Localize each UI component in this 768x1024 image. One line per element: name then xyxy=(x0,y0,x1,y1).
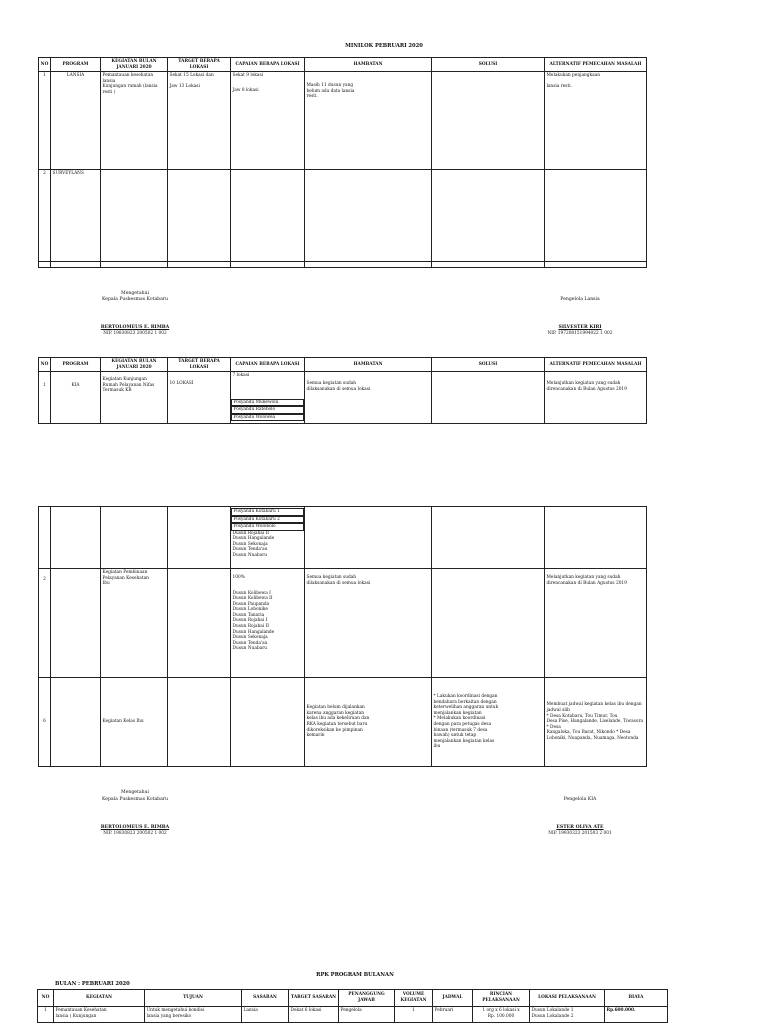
row-lokasi xyxy=(530,1007,605,1023)
cell-line: ibu xyxy=(433,744,441,750)
row-kegiatan: Kegiatan Kelas Ibu xyxy=(101,678,168,767)
cell-line: Melanjutkan kegiatan yang sudah xyxy=(546,381,621,387)
dusun-item: Dusun Paupanda xyxy=(232,601,270,607)
header-hambatan: HAMBATAN xyxy=(305,358,432,372)
cell-line: * Desa xyxy=(546,724,561,730)
cell-line: Pemantauan Kesehatan xyxy=(55,1008,107,1013)
header-kegiatan: KEGIATAN BULAN JANUARI 2020 xyxy=(101,358,168,372)
mengetahui-label: Mengetahui xyxy=(120,790,149,795)
cell-line: binaan (termasuk 7 desa xyxy=(433,727,488,733)
posyandu-item: Posyandu Ratebolo xyxy=(231,406,304,414)
cell-line: dilaksanakan di semua lokasi xyxy=(306,580,371,586)
cell-line: belum ada data lansia xyxy=(306,88,355,94)
header-no: NO xyxy=(39,58,51,72)
row-target xyxy=(168,569,231,678)
row-solusi xyxy=(432,72,545,170)
empty-cell xyxy=(168,262,231,268)
cell-line: Semua kegiatan sudah xyxy=(306,575,357,580)
minilok-lansia-table xyxy=(38,57,647,268)
empty-cell xyxy=(305,262,432,268)
table-row xyxy=(39,262,647,268)
table-row xyxy=(39,72,647,170)
signer-nip-left: NIP. 19830823 200502 1 002 xyxy=(103,331,167,336)
empty-cell xyxy=(39,507,51,569)
dusun-item: Dusun Nuabaru xyxy=(232,553,268,559)
signer-name-right: SILVESTER KIRI xyxy=(558,325,602,330)
row-program xyxy=(51,569,101,678)
header-no: NO xyxy=(39,358,51,372)
empty-cell xyxy=(101,507,168,569)
cell-line: Ibu xyxy=(102,581,110,587)
dusun-item: Dusun Hangalande xyxy=(232,536,275,542)
header-target: TARGET BERAPA LOKASI xyxy=(168,358,231,372)
cell-line: Kegiatan Kunjungan xyxy=(102,377,147,383)
cell-line: menjalankan kegiatan kelas xyxy=(433,738,495,744)
cell-line: direncanakan di Bulan Agustus 2019 xyxy=(546,386,627,392)
empty-cell xyxy=(305,170,432,262)
header-biaya: BIAYA xyxy=(605,990,668,1007)
cell-line: lansia ( Kunjungan xyxy=(55,1013,97,1019)
cell-line: Loboniki, Nuapanda, Nuamaga, Neotonda xyxy=(546,735,639,741)
cell-line: Pelayanan Kesehatan xyxy=(102,575,149,581)
kepala-label: Kepala Puskesmas Kotabaru xyxy=(101,797,169,802)
row-alternatif xyxy=(545,72,647,170)
cell-line: Kegiatan Pembinaan xyxy=(102,570,148,575)
signer-nip-left: NIP. 19830823 200502 1 002 xyxy=(103,831,167,836)
empty-cell xyxy=(545,507,647,569)
empty-cell xyxy=(305,507,432,569)
empty-cell xyxy=(545,262,647,268)
row-capaian xyxy=(231,507,305,569)
empty-cell xyxy=(39,262,51,268)
empty-cell xyxy=(51,262,101,268)
row-program xyxy=(51,372,101,424)
header-hambatan: HAMBATAN xyxy=(305,58,432,72)
row-hambatan xyxy=(305,72,432,170)
table-row xyxy=(39,372,647,424)
header-lokasi: LOKASI PELAKSANAAN xyxy=(530,990,605,1007)
header-capaian: CAPAIAN BERAPA LOKASI xyxy=(231,358,305,372)
dusun-item: Dusun Hangalande xyxy=(232,629,275,635)
cell-line: Membuat jadwal kegiatan kelas ibu dengan xyxy=(546,702,642,708)
dusun-item: Dusun Rojahai II xyxy=(232,624,269,630)
cell-line: Untuk mengetahui kondisi xyxy=(146,1008,205,1013)
header-solusi: SOLUSI xyxy=(432,58,545,72)
row-no: 1 xyxy=(39,72,51,170)
dusun-item: Dusun Nuabaru xyxy=(232,646,268,652)
row-capaian xyxy=(231,72,305,170)
cell-line: Masih 11 dusun yang xyxy=(306,83,354,89)
minilok-kia-table xyxy=(38,357,647,424)
header-program: PROGRAM xyxy=(51,58,101,72)
cell-line: Desa Pise, Hangalande, Liselande, Tiwasora xyxy=(546,719,644,725)
row-hambatan xyxy=(305,372,432,424)
row-kegiatan xyxy=(54,1007,145,1023)
cell-line: dilaksanakan di semua lokasi xyxy=(306,386,371,392)
row-solusi xyxy=(432,569,545,678)
empty-cell xyxy=(101,170,168,262)
header-jadwal: JADWAL xyxy=(433,990,473,1007)
row-hambatan xyxy=(305,569,432,678)
cell-line: keterwelihan anggaran untuk xyxy=(433,705,499,711)
rpk-title: RPK PROGRAM BULANAN xyxy=(316,972,394,978)
cell-line: lansia yang beresiko xyxy=(146,1013,192,1019)
row-no: 1 xyxy=(38,1007,54,1023)
cell-line: menjalankan kegiatan xyxy=(433,710,482,716)
posyandu-item: Posyandu Wolowea xyxy=(231,414,304,422)
cell-line: Rangaloka, Tou Barat, Nikondo * Desa xyxy=(546,730,631,736)
row-program xyxy=(51,678,101,767)
posyandu-item: Posyandu Wolobolo xyxy=(231,523,304,531)
row-kegiatan xyxy=(101,569,168,678)
header-rincian: RINCIAN PELAKSANAAN xyxy=(473,990,530,1007)
row-no: 6 xyxy=(39,678,51,767)
cell-line: * Melakukan koordinasi xyxy=(433,716,486,722)
header-target: TARGET BERAPA LOKASI xyxy=(168,58,231,72)
row-alternatif xyxy=(545,372,647,424)
empty-cell xyxy=(231,262,305,268)
table-row xyxy=(39,569,647,678)
posyandu-item: Posyandu Mukewolu xyxy=(231,399,304,407)
header-program: PROGRAM xyxy=(51,358,101,372)
signer-nip-right: NIP. 197208151994022 1 002 xyxy=(547,331,613,336)
row-jadwal: Pebruari xyxy=(433,1007,473,1023)
pengelola-label: Pengelola Lansia xyxy=(560,297,600,302)
signer-nip-right: NIP. 19930323 201503 2 001 xyxy=(548,831,612,836)
dusun-item: Dusun Tanaria xyxy=(232,612,265,618)
row-capaian xyxy=(231,569,305,678)
dusun-item: Dusun Kolibewa I xyxy=(232,590,271,596)
cell-line: RKA kegiatan tersebut baru xyxy=(306,722,368,727)
cell-line: Dusun Lokalande 2 xyxy=(531,1013,574,1019)
dusun-item: Dusun Kolibewa II xyxy=(232,596,273,602)
row-target xyxy=(168,678,231,767)
dusun-item: Dusun Rojahai II xyxy=(232,530,269,536)
cell-line: Sekat 15 Lokasi dan xyxy=(169,73,214,79)
cell-line: Kegiatan belum dijalankan xyxy=(306,705,365,711)
cell-line: Melakukan penjangkaan xyxy=(546,73,601,79)
cell-line: * Lakukan koordinasi dengan xyxy=(433,694,498,700)
cell-line: Jaw 8 lokasi xyxy=(232,87,259,93)
cell-line: 10 LOKASI xyxy=(169,381,194,387)
kepala-label: Kepala Puskesmas Kotabaru xyxy=(101,297,169,302)
cell-line: resti. xyxy=(306,94,318,100)
cell-line: Sekat 9 lokasi xyxy=(232,73,264,79)
row-alternatif xyxy=(545,569,647,678)
dusun-item: Dusun Sekonaja xyxy=(232,541,268,547)
header-volume: VOLUME KEGIATAN xyxy=(395,990,433,1007)
cell-line: Melanjutkan kegiatan yang sudah xyxy=(546,575,621,580)
posyandu-item: Posyandu Kotabaru 2 xyxy=(231,516,304,524)
cell-line: 100% xyxy=(232,575,245,580)
dusun-item: Dusun Tenda'au xyxy=(232,547,268,553)
empty-cell xyxy=(432,170,545,262)
header-tujuan: TUJUAN xyxy=(145,990,242,1007)
cell-line: bawah) untuk tetap xyxy=(433,733,477,739)
mengetahui-label: Mengetahui xyxy=(120,291,149,296)
cell-line: * Desa Kotabaru, Tou Timur, Tou xyxy=(546,713,618,719)
cell-line: Dusun Lokalande 1 xyxy=(531,1008,574,1013)
empty-cell xyxy=(101,262,168,268)
row-kegiatan xyxy=(101,372,168,424)
cell-line: 1 xyxy=(43,383,46,389)
cell-line: kemarin xyxy=(306,733,325,739)
dusun-item: Dusun Sekonaja xyxy=(232,635,268,641)
row-rincian xyxy=(473,1007,530,1023)
posyandu-item: Posyandu Kotabaru 1 xyxy=(231,508,304,516)
cell-line: bendahara berkaitan dengan xyxy=(433,699,497,705)
header-no: NO xyxy=(38,990,54,1007)
row-sasaran: Lansia xyxy=(242,1007,289,1023)
cell-line: dengan para petugas desa xyxy=(433,722,492,727)
minilok-kia-table-continued xyxy=(38,506,647,767)
header-solusi: SOLUSI xyxy=(432,358,545,372)
cell-line: direncanakan di Bulan Agustus 2019 xyxy=(546,580,627,586)
cell-line: Jaw 13 Lokasi xyxy=(169,83,200,89)
cell-line: Kunjungan rumah (lansia resti ) xyxy=(102,84,158,95)
row-solusi xyxy=(432,678,545,767)
table-row xyxy=(39,678,647,767)
row-program: LANSIA xyxy=(51,72,101,170)
table-row xyxy=(38,1007,668,1023)
header-sasaran: SASARAN xyxy=(242,990,289,1007)
empty-cell xyxy=(432,507,545,569)
cell-line: jadwal slib xyxy=(546,708,570,714)
row-tujuan xyxy=(145,1007,242,1023)
dusun-item: Dusun Lobonike xyxy=(232,607,268,613)
row-volume: 1 xyxy=(395,1007,433,1023)
header-alternatif: ALTERNATIF PEMECAHAN MASALAH xyxy=(545,58,647,72)
rpk-month: BULAN : PEBRUARI 2020 xyxy=(55,981,130,987)
empty-cell xyxy=(51,507,101,569)
table-row xyxy=(39,170,647,262)
dusun-item: Dusun Rojahai I xyxy=(232,618,268,624)
row-no xyxy=(39,372,51,424)
cell-line: Pemantauan kesehatan lansia xyxy=(102,73,154,84)
header-target-sasaran: TARGET SASARAN xyxy=(289,990,339,1007)
row-hambatan xyxy=(305,678,432,767)
table-header-row xyxy=(39,58,647,72)
row-penanggung-jawab: Pengelola xyxy=(339,1007,395,1023)
cell-line: KIA xyxy=(71,383,80,389)
header-kegiatan: KEGIATAN xyxy=(54,990,145,1007)
dusun-item: Dusun Tenda'au xyxy=(232,640,268,646)
cell-line: 7 lokasi xyxy=(232,373,250,379)
cell-line: 1 org x 6 lokasi x xyxy=(482,1008,520,1013)
row-program: SURVEYLANS xyxy=(51,170,101,262)
row-target-sasaran: Dekat 6 lokasi xyxy=(289,1007,339,1023)
cell-line: Rumah Pelayanan Nifas xyxy=(102,382,155,388)
row-alternatif xyxy=(545,678,647,767)
header-capaian: CAPAIAN BERAPA LOKASI xyxy=(231,58,305,72)
row-no: 2 xyxy=(39,170,51,262)
signer-name-left: BERTOLOMEUS E. RIMBA xyxy=(100,325,170,330)
header-penanggung-jawab: PENANGGUNG JAWAB xyxy=(339,990,395,1007)
empty-cell xyxy=(432,262,545,268)
empty-cell xyxy=(168,170,231,262)
cell-line: dikoreksikan ke pimpinan xyxy=(306,727,363,733)
header-kegiatan: KEGIATAN BULAN JANUARI 2020 xyxy=(101,58,168,72)
row-biaya: Rp.600.000. xyxy=(605,1007,668,1023)
empty-cell xyxy=(545,170,647,262)
header-alternatif: ALTERNATIF PEMECAHAN MASALAH xyxy=(545,358,647,372)
rpk-table xyxy=(37,989,668,1023)
row-no xyxy=(39,569,51,678)
signer-name-right: ESTER OLIVA ATE xyxy=(556,825,604,830)
cell-line: karena anggaran kegiatan xyxy=(306,710,364,716)
cell-line: Termasuk KB xyxy=(102,388,132,394)
row-kegiatan xyxy=(101,72,168,170)
empty-cell xyxy=(168,507,231,569)
cell-line: Rp. 100.000 xyxy=(487,1013,515,1019)
row-target xyxy=(168,72,231,170)
cell-line: Semua kegiatan sudah xyxy=(306,381,357,387)
signer-name-left: BERTOLOMEUS E. RIMBA xyxy=(100,825,170,830)
pengelola-label: Pengelola KIA xyxy=(563,797,597,802)
row-capaian xyxy=(231,678,305,767)
minilok-title: MINILOK PEBRUARI 2020 xyxy=(345,43,423,49)
row-capaian xyxy=(231,372,305,424)
row-solusi xyxy=(432,372,545,424)
table-header-row xyxy=(38,990,668,1007)
table-row xyxy=(39,507,647,569)
cell-line: 2 xyxy=(43,577,46,582)
empty-cell xyxy=(231,170,305,262)
row-target xyxy=(168,372,231,424)
cell-line: lansia resti. xyxy=(546,83,572,89)
table-header-row xyxy=(39,358,647,372)
cell-line: kelas ibu ada kekeliruan dan xyxy=(306,716,370,722)
